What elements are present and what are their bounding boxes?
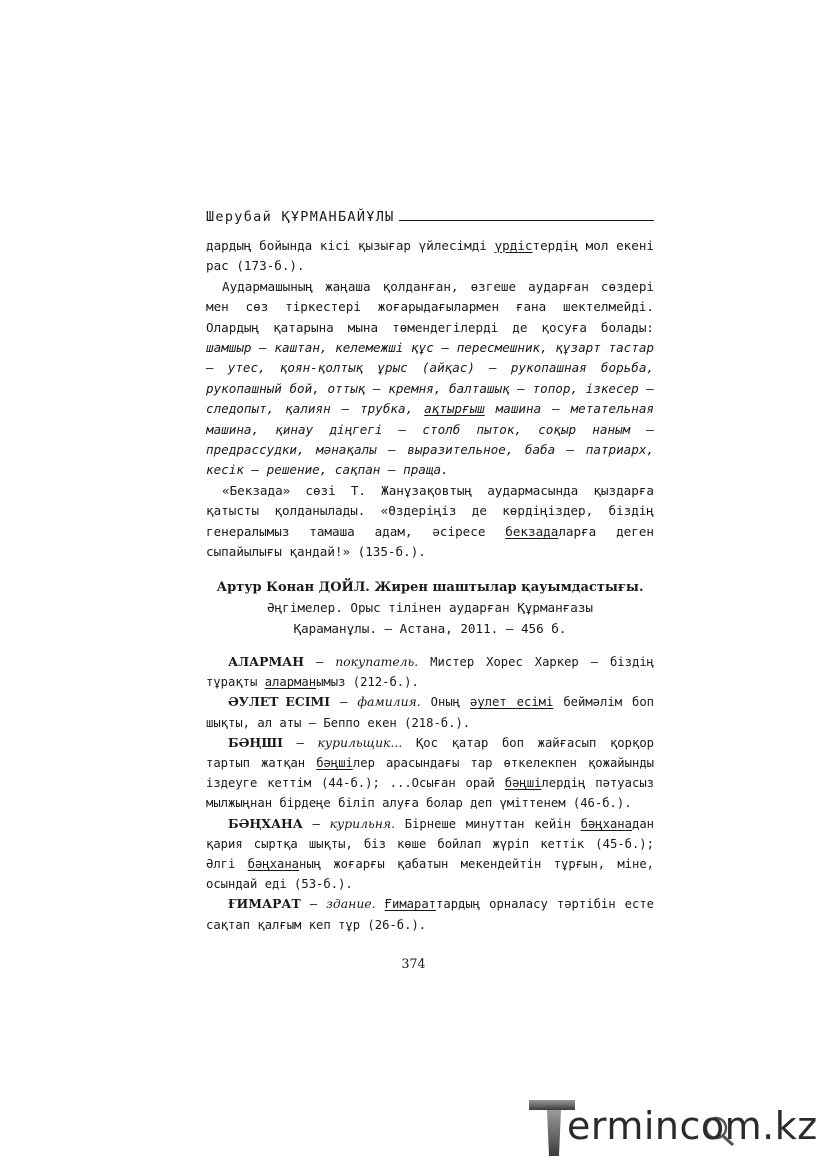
underlined-term: үрдіс (494, 238, 533, 253)
entry: БӘҢШІ – курильщик... Қос қатар боп жайғасып қорқор тартып жатқан бәңшілер арасындағы тар өткелекпен қожайынды іздеуге кеттім (44-б.); ...Осыған орай бәңшілердің пәтуасыз мылжыңнан бірдеңе біліп алуға болар деп үміттенем (46-б.). (206, 734, 654, 811)
running-header (206, 209, 654, 225)
source-title: Артур Конан ДОЙЛ. Жирен шаштылар қауымдастығы. (216, 580, 644, 595)
underlined-term: ақтырғыш (424, 401, 485, 417)
header-author: Шерубай ҚҰРМАНБАЙҰЛЫ (206, 209, 395, 225)
termincom-logo (527, 1098, 817, 1160)
source-line-3: Қараманұлы. – Астана, 2011. – 456 б. (293, 620, 567, 636)
page-number: 374 (401, 956, 426, 971)
paragraph-2: Аудармашының жаңаша қолданған, өзгеше аударған сөздері мен сөз тіркестері жоғарыдағылармен ғана шектелмейді. Олардың қатарына мына төмендегілерді де қосуға болады: шамшыр – каштан, келемежші құс – пересмешник, құзарт тастар – утес, қоян-қолтық ұрыс (айқас) – рукопашная борьба, рукопашный бой, оттық – кремня, балташық – топор, ізкесер – следопыт, қалиян – трубка, ақтырғыш машина – метательная машина, қинау діңгегі – столб пыток, соқыр наным – предрассудки, мәнақалы – выразительное, баба – патриарх, кесік – решение, сақпан – праща. (206, 278, 654, 478)
entry-headword: БӘҢШІ (228, 734, 283, 750)
body-text (206, 236, 654, 563)
entry-headword: БӘҢХАНА (228, 815, 303, 831)
entry-translation: здание. (326, 896, 376, 912)
entry-translation: курильня. (329, 815, 396, 831)
entry-translation: покупатель. (335, 654, 419, 669)
logo-text: ermincom.kz (567, 1104, 818, 1148)
entry: ӘУЛЕТ ЕСІМІ – фамилия. Оның әулет есімі беймәлім боп шықты, ал аты – Беппо екен (218-б.). (206, 694, 655, 730)
entry-translation: фамилия. (357, 694, 421, 710)
paragraph-1: дардың бойында кісі қызығар үйлесімді үрдістердің мол екені рас (173-б.). (206, 238, 654, 274)
entry: АЛАРМАН – покупатель. Мистер Хорес Харкер – біздің тұрақты аларманымыз (212-б.). (206, 654, 654, 690)
entry-headword: АЛАРМАН (228, 654, 304, 669)
entry-headword: ӘУЛЕТ ЕСІМІ (228, 694, 331, 710)
dictionary-entries (206, 652, 654, 935)
entry-headword: ҒИМАРАТ (228, 896, 301, 912)
source-reference (206, 578, 654, 639)
underlined-term: бекзада (505, 523, 559, 539)
header-rule (399, 220, 654, 221)
entry-translation: курильщик... (317, 734, 403, 750)
entry: БӘҢХАНА – курильня. Бірнеше минуттан кейін бәңханадан қария сыртқа шықты, біз көше бойлап жүріп кеттік (45-б.); Әлгі бәңхананың жоғарғы қабатын мекендейтін тұрғын, міне, осындай еді (53-б.). (206, 815, 655, 892)
source-line-2: Әңгімелер. Орыс тілінен аударған Құрманғазы (266, 600, 594, 616)
paragraph-3: «Бекзада» сөзі Т. Жанұзақовтың аудармасында қыздарға қатысты қолданылады. «Өздеріңіз де көрдіңіздер, біздің генералымыз тамаша адам, әсіресе бекзадаларға деген сыпайылығы қандай!» (135-б.). (206, 482, 654, 560)
entry: ҒИМАРАТ – здание. Ғимараттардың орналасу тәртібін есте сақтап қалғым кеп тұр (26-б.). (206, 896, 654, 932)
